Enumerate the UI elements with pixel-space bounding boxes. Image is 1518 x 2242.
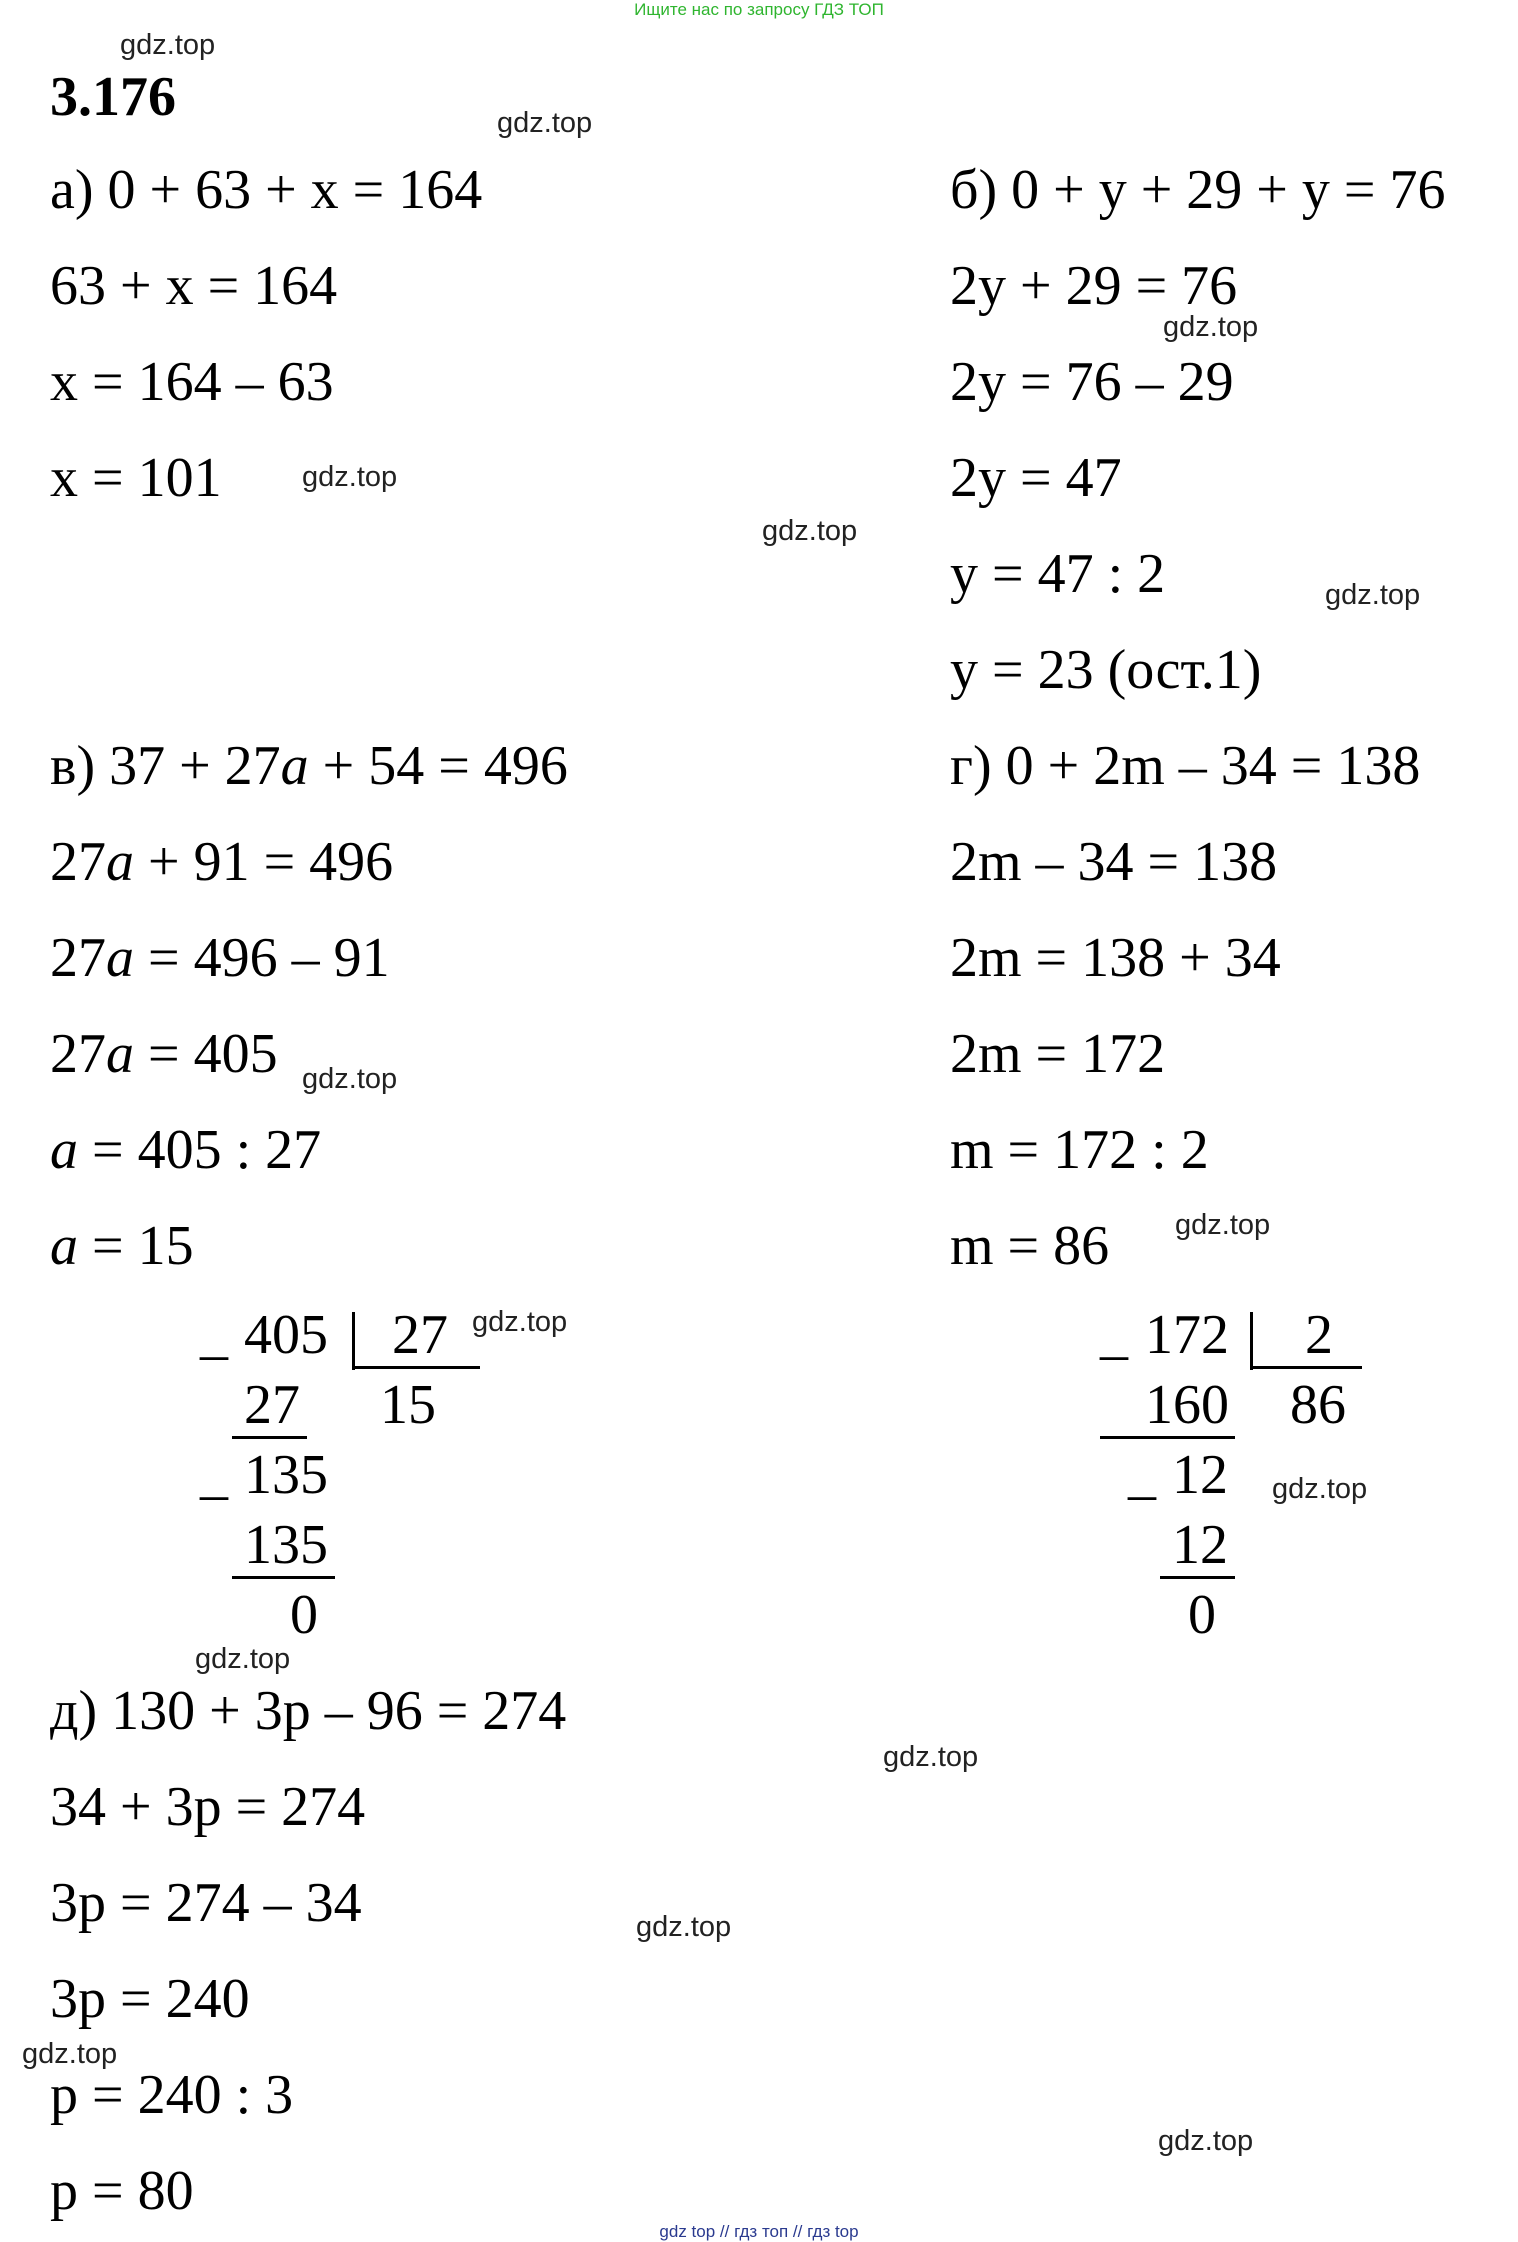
div-v-minus-2: _	[200, 1444, 228, 1506]
part-g-line-2: 2m – 34 = 138	[950, 831, 1278, 893]
watermark: gdz.top	[883, 1741, 979, 1773]
div-g-minus-1: _	[1100, 1304, 1128, 1366]
watermark: gdz.top	[1175, 1209, 1271, 1241]
div-v-bar	[352, 1312, 355, 1370]
div-g-divisor: 2	[1305, 1304, 1333, 1366]
div-g-minus-2: _	[1128, 1444, 1156, 1506]
part-v-line-1: в) 37 + 27a + 54 = 496	[50, 735, 568, 797]
part-d-line-6: p = 80	[50, 2160, 194, 2222]
part-g-line-3: 2m = 138 + 34	[950, 927, 1281, 989]
watermark: gdz.top	[22, 2038, 118, 2070]
part-d-line-4: 3p = 240	[50, 1968, 250, 2030]
div-v-result: 0	[290, 1584, 318, 1646]
watermark: gdz.top	[472, 1306, 568, 1338]
div-v-divisor: 27	[392, 1304, 448, 1366]
div-g-dividend: 172	[1145, 1304, 1229, 1366]
part-v-line-5: a = 405 : 27	[50, 1119, 322, 1181]
part-a-line-3: x = 164 – 63	[50, 351, 334, 413]
watermark: gdz.top	[1325, 579, 1421, 611]
part-g-line-4: 2m = 172	[950, 1023, 1166, 1085]
watermark: gdz.top	[1163, 311, 1259, 343]
div-v-sub-1-line	[232, 1436, 307, 1439]
watermark: gdz.top	[302, 461, 398, 493]
part-b-line-3: 2y = 76 – 29	[950, 351, 1234, 413]
watermark: gdz.top	[497, 107, 593, 139]
div-v-sub-2: 135	[244, 1514, 328, 1576]
div-g-rem-1: 12	[1172, 1444, 1228, 1506]
part-v-line-3: 27a = 496 – 91	[50, 927, 390, 989]
div-g-sub-2-line	[1160, 1576, 1235, 1579]
part-b-line-5: y = 47 : 2	[950, 543, 1166, 605]
part-v-line-6: a = 15	[50, 1215, 194, 1277]
part-a-line-1: а) 0 + 63 + x = 164	[50, 159, 483, 221]
part-d-line-1: д) 130 + 3p – 96 = 274	[50, 1680, 567, 1742]
div-g-sub-2: 12	[1172, 1514, 1228, 1576]
part-b-line-4: 2y = 47	[950, 447, 1122, 509]
div-v-minus-1: _	[200, 1304, 228, 1366]
watermark: gdz.top	[120, 29, 216, 61]
part-g-line-1: г) 0 + 2m – 34 = 138	[950, 735, 1421, 797]
part-g-line-6: m = 86	[950, 1215, 1110, 1277]
watermark: gdz.top	[1158, 2125, 1254, 2157]
div-g-bar	[1250, 1312, 1253, 1370]
part-v-line-2: 27a + 91 = 496	[50, 831, 394, 893]
problem-number: 3.176	[50, 66, 176, 128]
watermark: gdz.top	[636, 1911, 732, 1943]
footer-links[interactable]: gdz top // гдз топ // гдз top	[659, 2222, 859, 2241]
part-b-line-6: y = 23 (ост.1)	[950, 639, 1262, 701]
div-v-sub-2-line	[232, 1576, 335, 1579]
div-g-result: 0	[1188, 1584, 1216, 1646]
part-a-line-2: 63 + x = 164	[50, 255, 338, 317]
watermark: gdz.top	[762, 515, 858, 547]
part-d-line-2: 34 + 3p = 274	[50, 1776, 366, 1838]
watermark: gdz.top	[1272, 1473, 1368, 1505]
div-g-sub-1-line	[1100, 1436, 1235, 1439]
div-v-sub-1: 27	[244, 1374, 300, 1436]
div-v-quotient: 15	[380, 1374, 436, 1436]
part-b-line-1: б) 0 + y + 29 + y = 76	[950, 159, 1446, 221]
part-a-line-4: x = 101	[50, 447, 222, 509]
div-v-rem-1: 135	[244, 1444, 328, 1506]
part-v-line-4: 27a = 405	[50, 1023, 278, 1085]
div-g-sub-1: 160	[1145, 1374, 1229, 1436]
part-g-line-5: m = 172 : 2	[950, 1119, 1209, 1181]
watermark: gdz.top	[195, 1643, 291, 1675]
div-g-quotient: 86	[1290, 1374, 1346, 1436]
top-banner[interactable]: Ищите нас по запросу ГДЗ ТОП	[634, 0, 884, 19]
part-d-line-3: 3p = 274 – 34	[50, 1872, 362, 1934]
part-d-line-5: p = 240 : 3	[50, 2064, 294, 2126]
watermark: gdz.top	[302, 1063, 398, 1095]
part-b-line-2: 2y + 29 = 76	[950, 255, 1238, 317]
div-v-dividend: 405	[244, 1304, 328, 1366]
